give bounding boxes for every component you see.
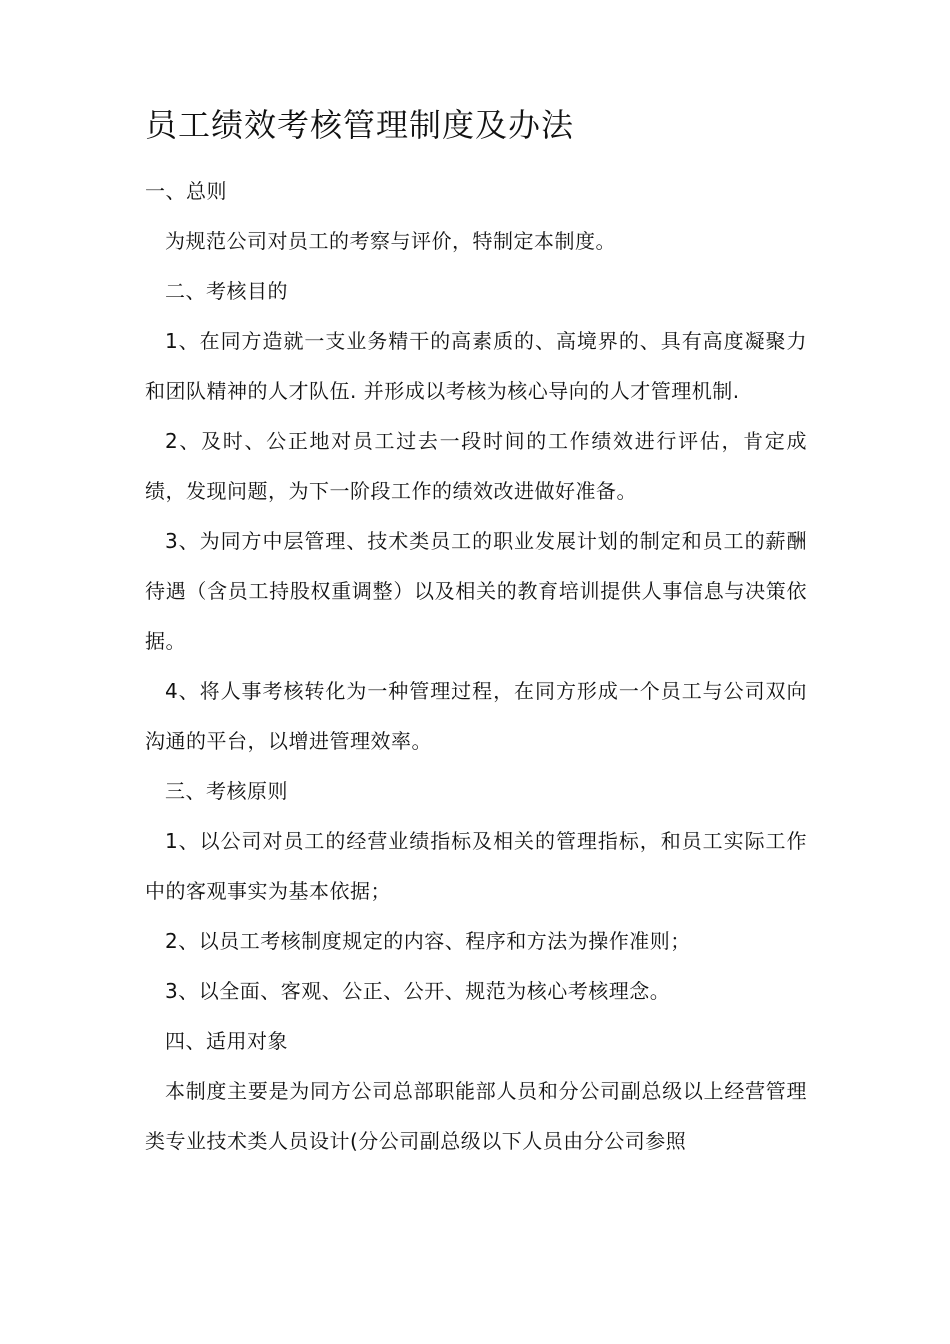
paragraph-scope: 本制度主要是为同方公司总部职能部人员和分公司副总级以上经营管理类专业技术类人员设计(分公司副总级以下人员由分公司参照 — [145, 1079, 807, 1153]
principle-item-2: 2、以员工考核制度规定的内容、程序和方法为操作准则； — [165, 929, 691, 953]
document-body — [145, 166, 807, 1166]
document-title: 员工绩效考核管理制度及办法 — [145, 106, 575, 144]
paragraph-purpose: 为规范公司对员工的考察与评价，特制定本制度。 — [165, 229, 616, 253]
principle-item-3: 3、以全面、客观、公正、公开、规范为核心考核理念。 — [165, 979, 671, 1003]
objective-item-3: 3、为同方中层管理、技术类员工的职业发展计划的制定和员工的薪酬待遇（含员工持股权重调整）以及相关的教育培训提供人事信息与决策依据。 — [145, 529, 807, 653]
section-heading-general: 一、总则 — [145, 179, 227, 203]
section-heading-objectives: 二、考核目的 — [165, 279, 288, 303]
objective-item-4: 4、将人事考核转化为一种管理过程，在同方形成一个员工与公司双向沟通的平台，以增进管理效率。 — [145, 679, 807, 753]
principle-item-1: 1、以公司对员工的经营业绩指标及相关的管理指标，和员工实际工作中的客观事实为基本依据； — [145, 829, 807, 903]
section-heading-scope: 四、适用对象 — [165, 1029, 288, 1053]
objective-item-2: 2、及时、公正地对员工过去一段时间的工作绩效进行评估，肯定成绩，发现问题，为下一阶段工作的绩效改进做好准备。 — [145, 429, 807, 503]
objective-item-1: 1、在同方造就一支业务精干的高素质的、高境界的、具有高度凝聚力和团队精神的人才队伍. 并形成以考核为核心导向的人才管理机制. — [145, 329, 807, 403]
section-heading-principles: 三、考核原则 — [165, 779, 288, 803]
